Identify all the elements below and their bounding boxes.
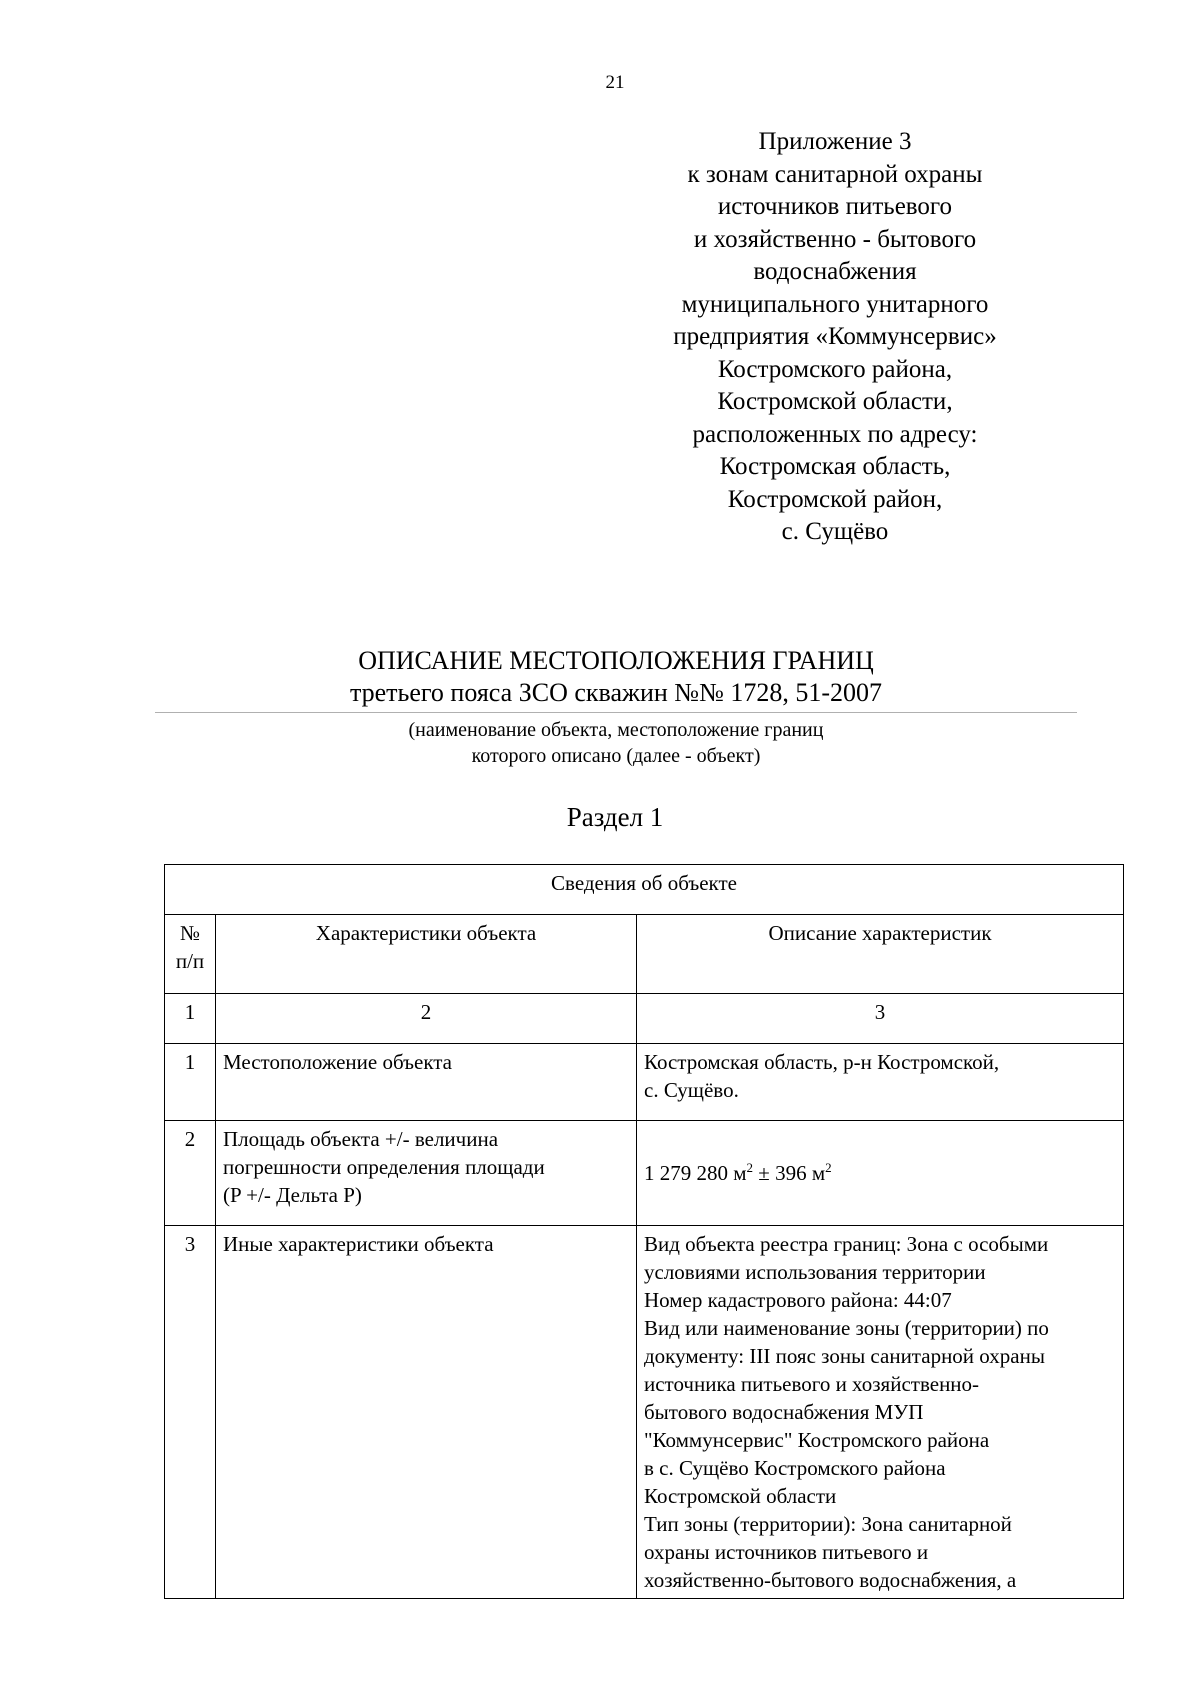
column-number: 3 [637,994,1124,1044]
row-num: 1 [165,1044,216,1121]
column-number: 2 [216,994,637,1044]
appendix-line: Костромской области, [717,388,953,415]
appendix-line: источников питьевого [717,193,953,220]
title-note-line: (наименование объекта, местоположение границ [408,719,824,741]
section-title: Раздел 1 [566,802,664,832]
description-line: бытового водоснабжения МУП [644,1400,924,1424]
header-characteristics: Характеристики объекта [216,915,637,994]
row-description [637,1226,1124,1599]
table-header-row [165,915,1124,994]
document-subtitle: третьего пояса ЗСО скважин №№ 1728, 51-2007 [349,678,883,707]
header-description: Описание характеристик [637,915,1124,994]
header-num-label: № п/п [175,921,205,973]
appendix-line: к зонам санитарной охраны [687,160,983,188]
appendix-line: Костромского района, [717,355,953,383]
description-line: Тип зоны (территории): Зона санитарной [644,1512,1012,1536]
appendix-line: расположенных по адресу: [692,420,978,448]
characteristic-line: Площадь объекта +/- величина [223,1127,499,1151]
characteristic-line: (P +/- Дельта P) [223,1183,362,1207]
description-line: "Коммунсервис" Костромского района [644,1428,990,1452]
appendix-line: предприятия «Коммунсервис» [673,323,997,350]
appendix-line: Костромской район, [727,485,943,513]
area-error: ± 396 м [753,1161,826,1185]
title-note-line: которого описано (далее - объект) [471,745,761,767]
description-line: хозяйственно-бытового водоснабжения, а [644,1568,1017,1592]
row-characteristic: Иные характеристики объекта [216,1226,637,1599]
appendix-line: водоснабжения [753,258,917,285]
document-title-block [155,645,1077,769]
description-line: охраны источников питьевого и [644,1540,929,1564]
appendix-line: Костромская область, [719,453,951,480]
table-caption-row [165,865,1124,915]
area-error-unit-sup: 2 [825,1160,832,1175]
row-num: 2 [165,1121,216,1226]
description-line: Номер кадастрового района: 44:07 [644,1288,952,1312]
title-underline [155,712,1077,713]
header-num [165,915,216,994]
row-description [637,1121,1124,1226]
row-num: 3 [165,1226,216,1599]
appendix-line: Приложение 3 [758,128,912,155]
object-info-table [164,864,1124,1599]
row-characteristic [216,1121,637,1226]
appendix-block [620,126,1050,549]
page-number: 21 [605,72,625,93]
description-line: Вид или наименование зоны (территории) по [644,1316,1049,1340]
table-row [165,1044,1124,1121]
appendix-line: и хозяйственно - бытового [693,225,977,253]
table-row [165,1121,1124,1226]
column-number: 1 [165,994,216,1044]
row-characteristic: Местоположение объекта [216,1044,637,1121]
description-line: Костромская область, р-н Костромской, [644,1050,1000,1074]
appendix-line: с. Сущёво [781,518,889,545]
characteristic-line: погрешности определения площади [223,1155,545,1179]
row-description [637,1044,1124,1121]
column-number-row [165,994,1124,1044]
table-caption: Сведения об объекте [165,865,1124,915]
area-unit-sup: 2 [746,1160,754,1175]
description-line: в с. Сущёво Костромского района [644,1456,946,1480]
area-value: 1 279 280 м [644,1161,747,1185]
document-title: ОПИСАНИЕ МЕСТОПОЛОЖЕНИЯ ГРАНИЦ [358,646,874,675]
table-row [165,1226,1124,1599]
description-line: Вид объекта реестра границ: Зона с особыми [644,1232,1049,1256]
description-line: источника питьевого и хозяйственно- [644,1372,980,1396]
description-line: с. Сущёво. [644,1078,739,1102]
description-line: документу: III пояс зоны санитарной охраны [644,1344,1045,1368]
description-line: Костромской области [644,1484,837,1508]
description-line: условиями использования территории [644,1260,986,1284]
appendix-line: муниципального унитарного [681,290,989,318]
